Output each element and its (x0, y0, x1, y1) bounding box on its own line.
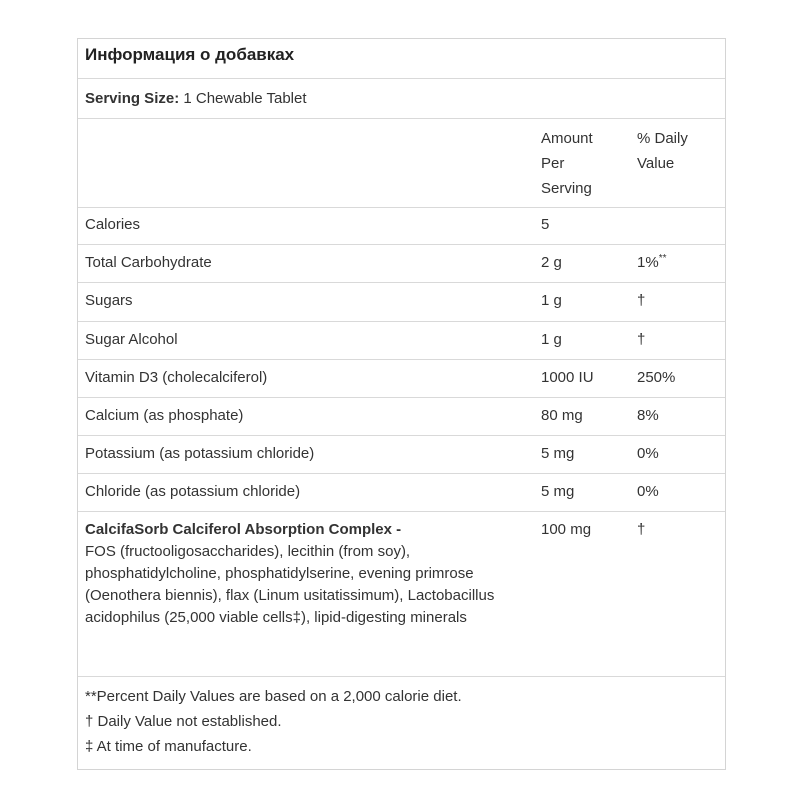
nutrient-daily-value-wrap (637, 252, 666, 274)
nutrient-name: Chloride (as potassium chloride) (85, 483, 301, 500)
amount-per-serving-header (541, 126, 593, 201)
nutrient-name: Sugar Alcohol (85, 331, 178, 348)
divider (78, 78, 725, 79)
nutrient-name: Vitamin D3 (cholecalciferol) (85, 369, 268, 386)
nutrient-name: Potassium (as potassium chloride) (85, 445, 315, 462)
panel-title: Информация о добавках (85, 45, 295, 64)
divider (78, 435, 725, 436)
footnote-double-dagger: ‡ At time of manufacture. (85, 738, 252, 755)
nutrient-amount: 5 mg (541, 445, 575, 462)
divider (78, 676, 725, 677)
nutrient-daily-value: 1% (637, 254, 659, 271)
complex-daily-value: † (637, 521, 646, 538)
nutrient-daily-value: † (637, 331, 646, 348)
nutrient-amount: 80 mg (541, 407, 583, 424)
divider (78, 359, 725, 360)
serving-size-label: Serving Size: (85, 90, 180, 107)
nutrient-daily-value: 250% (637, 369, 676, 386)
divider (78, 282, 725, 283)
footnote-daily-values: **Percent Daily Values are based on a 2,000 calorie diet. (85, 688, 462, 705)
header-amount-line1: Amount (541, 130, 593, 147)
serving-size-value: 1 Chewable Tablet (183, 90, 307, 107)
nutrient-name: Calcium (as phosphate) (85, 407, 244, 424)
nutrient-amount: 2 g (541, 254, 562, 271)
divider (78, 511, 725, 512)
header-amount-line2: Per (541, 155, 565, 172)
divider (78, 321, 725, 322)
nutrient-daily-value: 8% (637, 407, 659, 424)
nutrient-name: Sugars (85, 292, 133, 309)
divider (78, 244, 725, 245)
nutrient-name: Total Carbohydrate (85, 254, 212, 271)
divider (78, 207, 725, 208)
header-amount-line3: Serving (541, 180, 592, 197)
complex-amount: 100 mg (541, 521, 592, 538)
serving-size (85, 90, 307, 107)
divider (78, 397, 725, 398)
nutrient-amount: 1 g (541, 331, 562, 348)
header-dv-line1: % Daily (637, 130, 688, 147)
nutrient-daily-value: 0% (637, 483, 659, 500)
complex-name: CalcifaSorb Calciferol Absorption Complex - (85, 521, 402, 538)
divider (78, 473, 725, 474)
nutrient-name: Calories (85, 216, 141, 233)
complex-description: FOS (fructooligosaccharides), lecithin (from soy), phosphatidylcholine, phosphatidylserine, evening primrose (Oenothera biennis), flax (Linum usitatissimum), Lactobacillus acidophilus (25,000 viable cells‡), lipid-digesting minerals (85, 543, 495, 626)
footnote-marker: ** (658, 253, 667, 264)
nutrient-amount: 5 (541, 216, 550, 233)
supplement-facts-panel (77, 38, 726, 770)
nutrient-amount: 5 mg (541, 483, 575, 500)
daily-value-header (637, 126, 688, 176)
nutrient-amount: 1000 IU (541, 369, 594, 386)
footnotes (85, 684, 462, 759)
nutrient-daily-value: † (637, 292, 646, 309)
nutrient-amount: 1 g (541, 292, 562, 309)
complex-ingredient (85, 519, 530, 629)
header-dv-line2: Value (637, 155, 675, 172)
nutrient-daily-value: 0% (637, 445, 659, 462)
divider (78, 118, 725, 119)
footnote-dagger: † Daily Value not established. (85, 713, 282, 730)
